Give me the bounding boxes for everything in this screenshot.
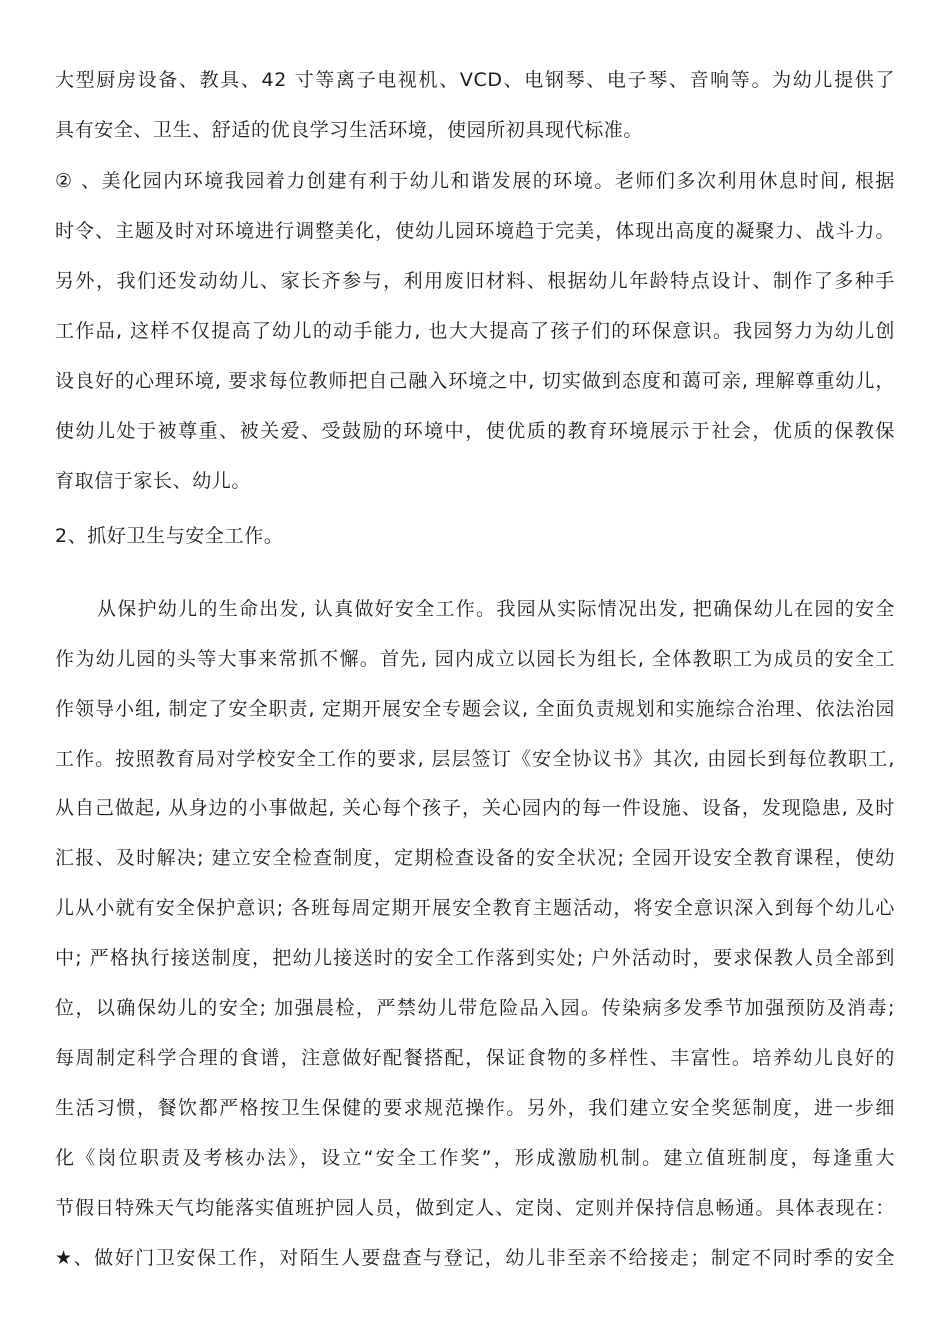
text-line: 时令、主题及时对环境进行调整美化，使幼儿园环境趋于完美，体现出高度的凝聚力、战斗力。	[55, 220, 895, 242]
text-line: 工作。按照教育局对学校安全工作的要求, 层层签订《安全协议书》其次, 由园长到每位教职工,	[55, 748, 895, 770]
text-line: 另外，我们还发动幼儿、家长齐参与，利用废旧材料、根据幼儿年龄特点设计、制作了多种手	[55, 270, 895, 292]
text-line: 化《岗位职责及考核办法》，设立“安全工作奖”，形成激励机制。建立值班制度，每逢重大	[55, 1147, 895, 1169]
text-line: 设良好的心理环境, 要求每位教师把自己融入环境之中, 切实做到态度和蔼可亲, 理解尊重幼儿，	[55, 370, 895, 392]
text-line: 从保护幼儿的生命出发, 认真做好安全工作。我园从实际情况出发, 把确保幼儿在园的安全	[97, 598, 895, 620]
text-line: 使幼儿处于被尊重、被关爱、受鼓励的环境中，使优质的教育环境展示于社会，优质的保教保	[55, 420, 895, 442]
text-line: ② 、美化园内环境我园着力创建有利于幼儿和谐发展的环境。老师们多次利用休息时间, 根据	[55, 170, 895, 192]
text-line: ★、做好门卫安保工作，对陌生人要盘查与登记，幼儿非至亲不给接走；制定不同时季的安全	[55, 1247, 895, 1269]
text-line: 大型厨房设备、教具、42 寸等离子电视机、VCD、电钢琴、电子琴、音响等。为幼儿提供了	[55, 69, 895, 91]
text-line: 工作品, 这样不仅提高了幼儿的动手能力, 也大大提高了孩子们的环保意识。我园努力为幼儿创	[55, 320, 895, 342]
text-line: 具有安全、卫生、舒适的优良学习生活环境，使园所初具现代标准。	[55, 119, 644, 141]
text-line: 生活习惯，餐饮都严格按卫生保健的要求规范操作。另外，我们建立安全奖惩制度，进一步细	[55, 1097, 895, 1119]
text-line: 作领导小组, 制定了安全职责, 定期开展安全专题会议, 全面负责规划和实施综合治理、依法治园	[55, 698, 895, 720]
text-line: 节假日特殊天气均能落实值班护园人员，做到定人、定岗、定则并保持信息畅通。具体表现在：	[55, 1197, 895, 1219]
text-line: 作为幼儿园的头等大事来常抓不懈。首先, 园内成立以园长为组长, 全体教职工为成员的安全工	[55, 648, 895, 670]
section-heading: 2、抓好卫生与安全工作。	[55, 525, 284, 547]
text-line: 育取信于家长、幼儿。	[55, 470, 252, 492]
text-line: 汇报、及时解决; 建立安全检查制度，定期检查设备的安全状况; 全园开设安全教育课程，使幼	[55, 847, 895, 869]
text-line: 每周制定科学合理的食谱，注意做好配餐搭配，保证食物的多样性、丰富性。培养幼儿良好的	[55, 1047, 895, 1069]
text-line: 中; 严格执行接送制度，把幼儿接送时的安全工作落到实处; 户外活动时，要求保教人员全部到	[55, 947, 895, 969]
text-line: 位，以确保幼儿的安全; 加强晨检，严禁幼儿带危险品入园。传染病多发季节加强预防及消毒;	[55, 997, 895, 1019]
text-line: 从自己做起, 从身边的小事做起, 关心每个孩子，关心园内的每一件设施、设备，发现隐患, 及时	[55, 797, 895, 819]
text-line: 儿从小就有安全保护意识; 各班每周定期开展安全教育主题活动，将安全意识深入到每个幼儿心	[55, 897, 895, 919]
